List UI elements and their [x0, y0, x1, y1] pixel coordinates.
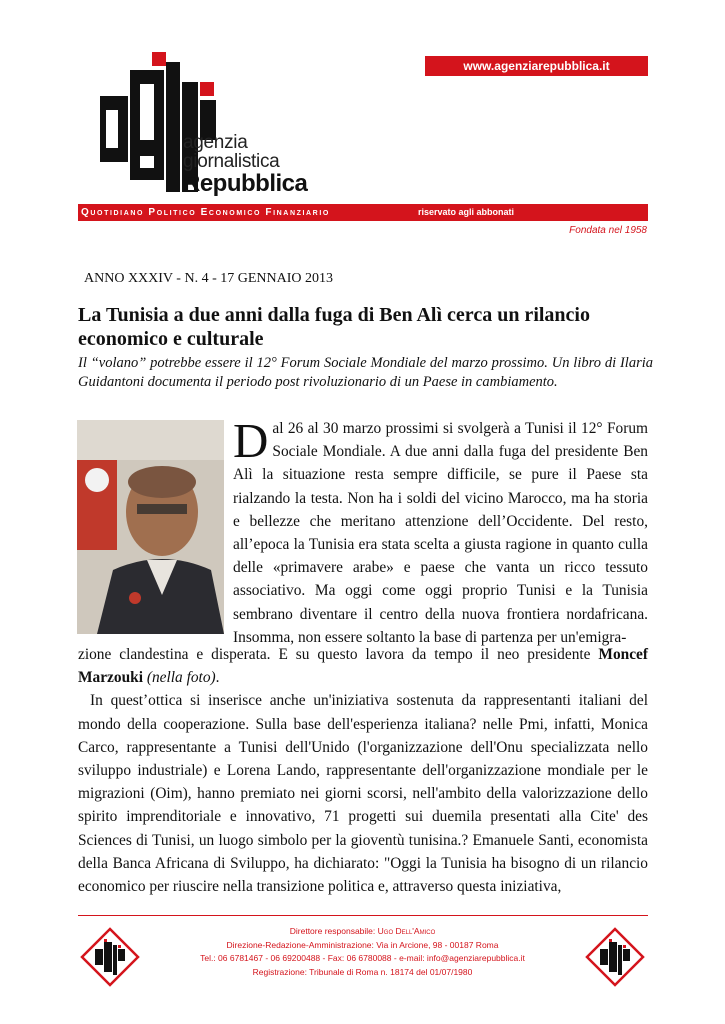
paragraph-1-text: al 26 al 30 marzo prossimi si svolgerà a Tunisi il 12° Forum Sociale Mondiale. A due anni dalla fuga del presidente Ben Alì la situazione resta sempre difficile, se pure il Paese sta rialzando la testa. Non ha i soldi del vicino Marocco, ma ha storia e bellezze che meritano attenzione dell’Occidente. Del resto, all’epoca la Tunisia era stata scelta a giusta ragione in quanto culla delle «primavere arabe» e paese che vanta un ricco tessuto associativo. Ma oggi come oggi proprio Tunisi e la Tunisia sembrano diventare il centro della nuova frontiera nordafricana. Insomma, non essere soltanto la base di partenza per un'emigra-	[233, 420, 648, 646]
article-body-full	[78, 643, 648, 898]
footer-address: Direzione-Redazione-Amministrazione: Via in Arcione, 98 - 00187 Roma	[226, 939, 499, 950]
header-band	[78, 204, 648, 221]
agr-footer-logo-icon	[585, 927, 645, 987]
footer-registration: Registrazione: Tribunale di Roma n. 18174 del 01/07/1980	[252, 966, 473, 977]
drop-cap: D	[233, 413, 269, 468]
director-label: Direttore responsabile:	[289, 926, 378, 936]
footer-contacts[interactable]: Tel.: 06 6781467 - 06 69200488 - Fax: 06 6780088 - e-mail: info@agenziarepubblica.it	[200, 953, 525, 963]
paragraph-1-continued	[78, 643, 648, 689]
director-name: Ugo Dell'Amico	[377, 926, 436, 936]
band-subscribers-note: riservato agli abbonati	[418, 207, 515, 217]
founded-note: Fondata nel 1958	[569, 225, 647, 236]
logo-line-giornalistica: giornalistica	[183, 151, 280, 172]
photo-note: (nella foto)	[146, 669, 216, 687]
logo-line-repubblica: Repubblica	[183, 170, 308, 197]
footer-divider	[78, 915, 648, 916]
paragraph-2: In quest’ottica si inserisce anche un'iniziativa sostenuta da rappresentanti italiani del mondo della cooperazione. Sulla base dell'esperienza italiana? nelle Pmi, infatti, Monica Carco, rappresentante a Tunisi dell'Unido (l'organizzazione dell'Onu specializzata nello sviluppo industriale) e Lorena Lando, rappresentante dell'organizzazione mondiale per le migrazioni (Oim), hanno premiato nei giorni scorsi, nell'ambito della valorizzazione dello spirito imprenditoriale e innovativo, 71 progetti sui duemila presentati alla Cite' des Sciences di Tunisi, un luogo simbolo per la gioventù tunisina.? Emanuele Santi, economista della Banca Africana di Sviluppo, ha dichiarato: "Oggi la Tunisia ha bisogno di un rilancio economico per riuscire nella transizione politica e, attraverso questa iniziativa,	[78, 692, 648, 896]
paragraph-1-continuation: zione clandestina e disperata. E su questo lavora da tempo il neo presidente	[78, 646, 599, 663]
logo-line-agenzia: agenzia	[183, 132, 248, 153]
article-title: La Tunisia a due anni dalla fuga di Ben Alì cerca un rilancio economico e culturale	[78, 304, 590, 350]
person-name: Moncef Marzouki	[78, 646, 648, 687]
footer-info	[150, 925, 575, 979]
issue-line: ANNO XXXIV - N. 4 - 17 GENNAIO 2013	[84, 271, 333, 286]
paragraph-1-end: .	[215, 669, 220, 687]
logo-wordmark	[183, 133, 307, 196]
band-tagline: Quotidiano Politico Economico Finanziario	[81, 207, 330, 218]
agr-footer-logo-icon	[80, 927, 140, 987]
article-subtitle: Il “volano” potrebbe essere il 12° Forum Sociale Mondiale del marzo prossimo. Un libro di Ilaria Guidantoni documenta il periodo post rivoluzionario di un Paese in cambiamento.	[78, 355, 653, 390]
website-url[interactable]: www.agenziarepubblica.it	[425, 56, 648, 76]
article-paragraph-1-right	[233, 413, 648, 649]
photo-moncef-marzouki	[77, 420, 224, 634]
footer-director	[150, 925, 575, 939]
